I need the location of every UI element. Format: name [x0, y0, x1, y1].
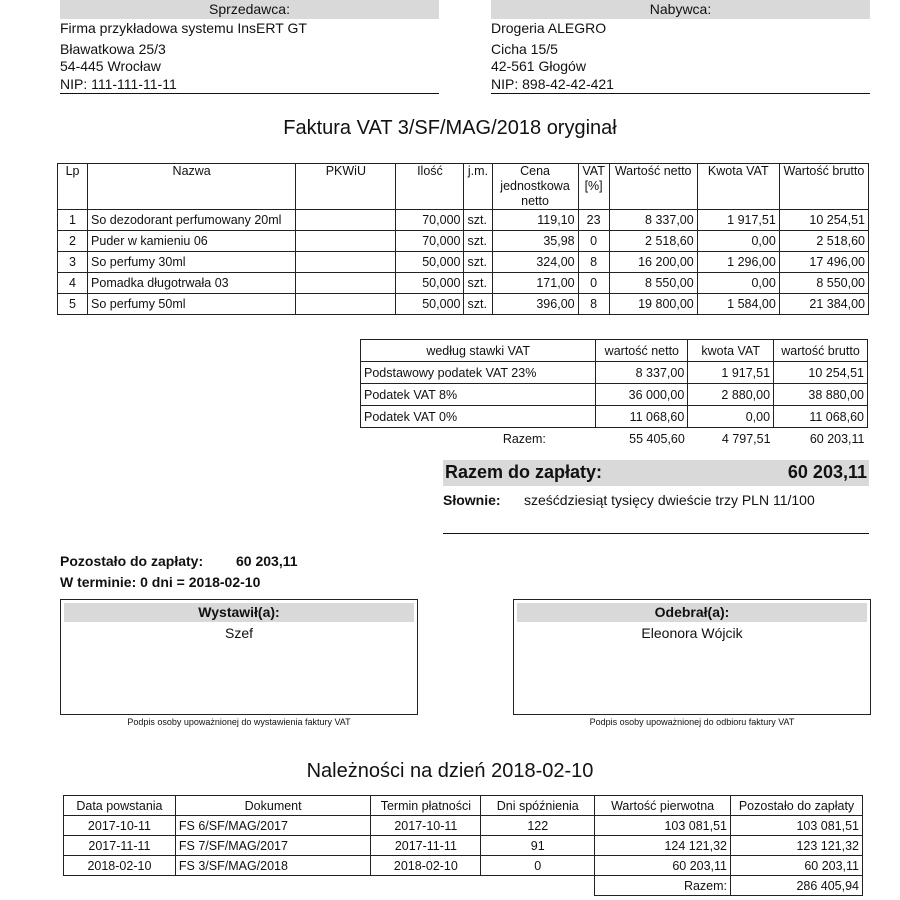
row-gross: 2 518,60 [779, 231, 868, 252]
buyer-block [491, 0, 870, 94]
row-gross: 8 550,00 [779, 273, 868, 294]
row-vat: 8 [578, 294, 609, 315]
received-name: Eleonora Wójcik [641, 625, 743, 641]
issued-heading: Wystawił(a): [64, 603, 414, 622]
dues-row-doc: FS 6/SF/MAG/2017 [175, 816, 371, 836]
col-price-line3: netto [521, 194, 549, 208]
dues-row-late: 122 [481, 816, 595, 836]
words-label: Słownie: [443, 492, 501, 508]
dues-row-late: 91 [481, 836, 595, 856]
to-pay-label: Razem do zapłaty: [445, 462, 603, 482]
row-gross: 10 254,51 [779, 210, 868, 231]
to-pay-amount: 60 203,11 [787, 462, 867, 482]
dues-row-created: 2017-10-11 [64, 816, 176, 836]
dues-row-doc: FS 7/SF/MAG/2017 [175, 836, 371, 856]
col-vat-amount: Kwota VAT [697, 164, 779, 210]
dues-title: Należności na dzień 2018-02-10 [306, 760, 594, 782]
seller-name: Firma przykładowa systemu InsERT GT [60, 20, 307, 36]
vat-row-gross: 38 880,00 [774, 384, 868, 406]
buyer-nip: NIP: 898-42-42-421 [491, 76, 870, 95]
row-unit: szt. [464, 273, 492, 294]
issued-caption: Podpis osoby upoważnionej do wystawienia faktury VAT [127, 717, 351, 727]
items-table [57, 163, 869, 315]
col-pkwiu: PKWiU [296, 164, 396, 210]
vat-col-vat: kwota VAT [688, 340, 774, 362]
dues-row-remain: 103 081,51 [731, 816, 863, 836]
vat-summary-table [360, 339, 868, 449]
row-qty: 50,000 [396, 252, 464, 273]
row-lp: 1 [58, 210, 88, 231]
issued-signature-box [60, 599, 418, 715]
dues-row-remain: 60 203,11 [731, 856, 863, 876]
row-vat: 23 [578, 210, 609, 231]
payment-term: W terminie: 0 dni = 2018-02-10 [60, 574, 261, 590]
dues-row-orig: 60 203,11 [595, 856, 731, 876]
row-vat: 0 [578, 231, 609, 252]
row-price: 324,00 [492, 252, 578, 273]
received-signature-box [513, 599, 871, 715]
row-qty: 50,000 [396, 294, 464, 315]
dues-row-created: 2017-11-11 [64, 836, 176, 856]
seller-street: Bławatkowa 25/3 [60, 40, 166, 57]
dues-col-due: Termin płatności [371, 796, 481, 816]
row-lp: 4 [58, 273, 88, 294]
table-row [58, 231, 869, 252]
dues-blank [64, 876, 176, 896]
dues-row-doc: FS 3/SF/MAG/2018 [175, 856, 371, 876]
row-price: 35,98 [492, 231, 578, 252]
remaining-amount: 60 203,11 [236, 553, 298, 569]
vat-row-net: 36 000,00 [596, 384, 688, 406]
row-net: 2 518,60 [609, 231, 697, 252]
row-lp: 3 [58, 252, 88, 273]
row-vat-amount: 0,00 [697, 231, 779, 252]
dues-row-due: 2017-10-11 [371, 816, 481, 836]
vat-col-net: wartość netto [596, 340, 688, 362]
seller-nip: NIP: 111-111-11-11 [60, 76, 439, 95]
seller-heading: Sprzedawca: [60, 0, 439, 19]
table-row [58, 210, 869, 231]
vat-summary-total [361, 428, 868, 450]
row-gross: 17 496,00 [779, 252, 868, 273]
items-header-row [58, 164, 869, 210]
row-pkwiu [296, 294, 396, 315]
row-name: So dezodorant perfumowany 20ml [88, 210, 296, 231]
dues-col-remain: Pozostało do zapłaty [731, 796, 863, 816]
table-row [58, 252, 869, 273]
row-name: So perfumy 50ml [88, 294, 296, 315]
col-name: Nazwa [88, 164, 296, 210]
row-qty: 70,000 [396, 210, 464, 231]
vat-total-vat: 4 797,51 [721, 431, 771, 446]
dues-header-row [64, 796, 863, 816]
vat-col-gross: wartość brutto [774, 340, 868, 362]
row-lp: 2 [58, 231, 88, 252]
vat-col-rate: według stawki VAT [361, 340, 596, 362]
issued-name: Szef [224, 625, 253, 641]
col-price [492, 164, 578, 210]
dues-row-orig: 103 081,51 [595, 816, 731, 836]
row-vat-amount: 1 296,00 [697, 252, 779, 273]
dues-row-due: 2018-02-10 [371, 856, 481, 876]
table-row [64, 856, 863, 876]
vat-row-vat: 1 917,51 [688, 362, 774, 384]
row-price: 171,00 [492, 273, 578, 294]
col-vat-line2: [%] [584, 179, 603, 193]
received-caption: Podpis osoby upoważnionej do odbioru faktury VAT [589, 717, 795, 727]
table-row [361, 362, 868, 384]
dues-row-due: 2017-11-11 [371, 836, 481, 856]
dues-row-remain: 123 121,32 [731, 836, 863, 856]
row-price: 119,10 [492, 210, 578, 231]
row-pkwiu [296, 231, 396, 252]
row-unit: szt. [464, 210, 492, 231]
dues-total-label: Razem: [595, 876, 731, 896]
seller-city: 54-445 Wrocław [60, 58, 161, 74]
amount-in-words: sześćdziesiąt tysięcy dwieście trzy PLN 11/100 [524, 492, 815, 508]
row-vat-amount: 1 917,51 [697, 210, 779, 231]
dues-col-doc: Dokument [175, 796, 371, 816]
dues-col-created: Data powstania [64, 796, 176, 816]
table-row [58, 273, 869, 294]
row-price: 396,00 [492, 294, 578, 315]
col-qty: Ilość [396, 164, 464, 210]
buyer-street: Cicha 15/5 [491, 40, 558, 57]
vat-row-rate: Podstawowy podatek VAT 23% [361, 362, 596, 384]
row-qty: 50,000 [396, 273, 464, 294]
row-unit: szt. [464, 294, 492, 315]
dues-col-late: Dni spóźnienia [481, 796, 595, 816]
dues-row-late: 0 [481, 856, 595, 876]
row-net: 8 337,00 [609, 210, 697, 231]
row-name: So perfumy 30ml [88, 252, 296, 273]
row-name: Puder w kamieniu 06 [88, 231, 296, 252]
dues-col-orig: Wartość pierwotna [595, 796, 731, 816]
row-lp: 5 [58, 294, 88, 315]
row-net: 16 200,00 [609, 252, 697, 273]
col-vat-line1: VAT [582, 164, 605, 178]
dues-total-row [64, 876, 863, 896]
dues-row-orig: 124 121,32 [595, 836, 731, 856]
vat-row-net: 11 068,60 [596, 406, 688, 428]
row-pkwiu [296, 210, 396, 231]
col-price-line1: Cena [520, 164, 550, 178]
table-row [58, 294, 869, 315]
row-qty: 70,000 [396, 231, 464, 252]
remaining-label: Pozostało do zapłaty: [60, 553, 204, 569]
vat-row-gross: 11 068,60 [774, 406, 868, 428]
dues-total-value: 286 405,94 [731, 876, 863, 896]
row-unit: szt. [464, 231, 492, 252]
row-vat: 0 [578, 273, 609, 294]
received-heading: Odebrał(a): [517, 603, 867, 622]
seller-block [60, 0, 439, 94]
col-price-line2: jednostkowa [500, 179, 570, 193]
row-vat: 8 [578, 252, 609, 273]
col-unit: j.m. [464, 164, 492, 210]
dues-blank [371, 876, 481, 896]
vat-row-rate: Podatek VAT 0% [361, 406, 596, 428]
dues-table [63, 795, 863, 896]
col-lp: Lp [58, 164, 88, 210]
table-row [64, 836, 863, 856]
row-pkwiu [296, 252, 396, 273]
row-vat-amount: 1 584,00 [697, 294, 779, 315]
vat-row-gross: 10 254,51 [774, 362, 868, 384]
table-row [361, 384, 868, 406]
row-vat-amount: 0,00 [697, 273, 779, 294]
col-gross: Wartość brutto [779, 164, 868, 210]
buyer-city: 42-561 Głogów [491, 58, 586, 74]
table-row [64, 816, 863, 836]
words-rule [443, 533, 869, 534]
table-row [361, 406, 868, 428]
vat-total-gross: 60 203,11 [809, 431, 865, 446]
vat-total-label: Razem: [502, 431, 546, 446]
to-pay-bar [443, 460, 869, 486]
dues-blank [481, 876, 595, 896]
row-net: 19 800,00 [609, 294, 697, 315]
col-vat [578, 164, 609, 210]
vat-row-vat: 2 880,00 [688, 384, 774, 406]
vat-summary-header [361, 340, 868, 362]
row-gross: 21 384,00 [779, 294, 868, 315]
dues-blank [175, 876, 371, 896]
row-net: 8 550,00 [609, 273, 697, 294]
invoice-title: Faktura VAT 3/SF/MAG/2018 oryginał [283, 117, 617, 139]
row-name: Pomadka długotrwała 03 [88, 273, 296, 294]
vat-total-net: 55 405,60 [629, 431, 685, 446]
buyer-name: Drogeria ALEGRO [491, 20, 607, 36]
col-net: Wartość netto [609, 164, 697, 210]
vat-row-rate: Podatek VAT 8% [361, 384, 596, 406]
dues-row-created: 2018-02-10 [64, 856, 176, 876]
buyer-heading: Nabywca: [491, 0, 870, 19]
vat-row-vat: 0,00 [688, 406, 774, 428]
row-pkwiu [296, 273, 396, 294]
vat-row-net: 8 337,00 [596, 362, 688, 384]
row-unit: szt. [464, 252, 492, 273]
